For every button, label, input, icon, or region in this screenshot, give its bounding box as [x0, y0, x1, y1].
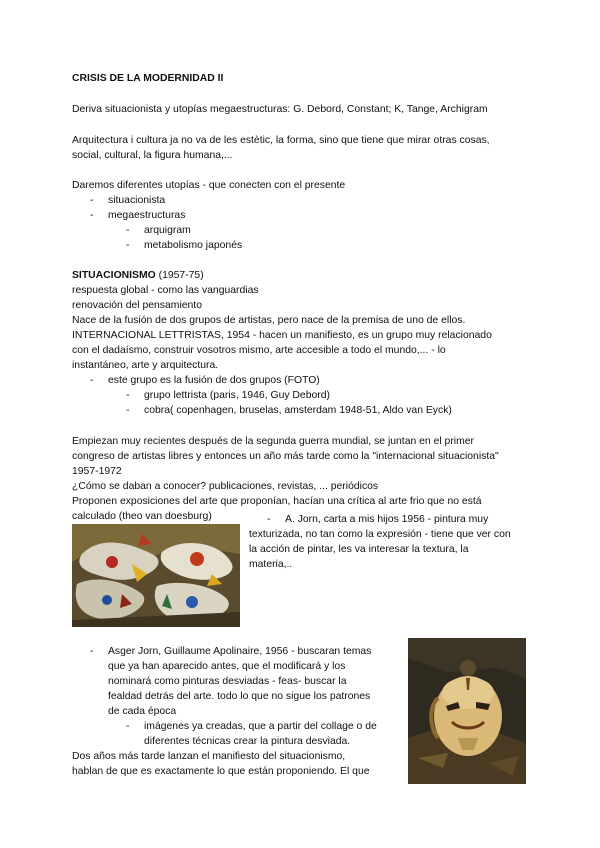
paragraph-1-line-1: Arquitectura i cultura ja no va de les estètic, la forma, sino que tiene que mirar otras cosas,	[72, 135, 490, 146]
paragraph-3-line: congreso de artistas libres y entonces un año más tarde como la "internacional situacionista"	[72, 451, 499, 462]
paragraph-3-line: Proponen exposiciones del arte que proponían, hacían una crítica al arte frio que no está	[72, 496, 482, 507]
painting-carta-a-mis-hijos	[72, 524, 240, 627]
list-dash: -	[90, 375, 94, 386]
jorn2-line: nominará como pinturas desviadas - feas- buscar la	[108, 676, 347, 687]
section-heading	[72, 268, 204, 283]
jorn2-line: que ya han aparecido antes, que el modificará y los	[108, 661, 346, 672]
painting-carta-a-mis-hijos-graphic	[72, 524, 240, 627]
list-item: megaestructuras	[108, 210, 186, 221]
painting-guillaume-apolinaire	[408, 638, 526, 784]
jorn1-line: A. Jorn, carta a mis hijos 1956 - pintura muy	[285, 514, 489, 525]
section-line: INTERNACIONAL LETTRISTAS, 1954 - hacen un manifiesto, es un grupo muy relacionado	[72, 330, 492, 341]
section-heading-years: (1957-75)	[155, 270, 204, 281]
paragraph-3-line: calculado (theo van doesburg)	[72, 511, 212, 522]
sublist-item: metabolismo japonés	[144, 240, 243, 251]
sublist-dash: -	[126, 721, 130, 732]
sublist-item: cobra( copenhagen, bruselas, amsterdam 1948-51, Aldo van Eyck)	[144, 405, 452, 416]
sublist-item: arquigram	[144, 225, 191, 236]
list-dash: -	[90, 646, 94, 657]
section-heading-title: SITUACIONISMO	[72, 270, 156, 281]
section-line: con el dadaísmo, construir vosotros mismo, arte accesible a todo el mundo,... - lo	[72, 345, 446, 356]
sublist-item: grupo lettrista (paris, 1946, Guy Debord)	[144, 390, 330, 401]
jorn1-line: materia,..	[249, 559, 293, 570]
paragraph-4-line: hablan de que es exactamente lo que están proponiendo. El que	[72, 766, 370, 777]
section-line: renovación del pensamiento	[72, 300, 202, 311]
section-line: respuesta global - como las vanguardias	[72, 285, 259, 296]
paragraph-3-line: 1957-1972	[72, 466, 122, 477]
paragraph-3-line: ¿Cómo se daban a conocer? publicaciones, revistas, ... periódicos	[72, 481, 379, 492]
sublist-dash: -	[126, 225, 130, 236]
paragraph-3-line: Empiezan muy recientes después de la segunda guerra mundial, se juntan en el primer	[72, 436, 475, 447]
jorn2-line: de cada época	[108, 706, 177, 717]
painting-guillaume-apolinaire-graphic	[408, 638, 526, 784]
jorn2-sub-line: diferentes técnicas crear la pintura desviada.	[144, 736, 351, 747]
document-title: CRISIS DE LA MODERNIDAD II	[72, 73, 224, 84]
sublist-dash: -	[126, 405, 130, 416]
sublist-dash: -	[126, 240, 130, 251]
list-item: este grupo es la fusión de dos grupos (FOTO)	[108, 375, 320, 386]
jorn1-line: la acción de pintar, les va interesar la textura, la	[249, 544, 469, 555]
jorn2-sub-line: imágenes ya creadas, que a partir del collage o de	[144, 721, 377, 732]
section-line: instantáneo, arte y arquitectura.	[72, 360, 219, 371]
jorn1-line: texturizada, no tan como la expresión - tiene que ver con	[249, 529, 511, 540]
paragraph-4-line: Dos años más tarde lanzan el manifiesto del situacionismo,	[72, 751, 346, 762]
paragraph-1-line-2: social, cultural, la figura humana,...	[72, 150, 233, 161]
list-dash: -	[90, 195, 94, 206]
list-item: situacionista	[108, 195, 166, 206]
sublist-dash: -	[126, 390, 130, 401]
list-dash: -	[90, 210, 94, 221]
subtitle: Deriva situacionista y utopías megaestructuras: G. Debord, Constant; K, Tange, Archigram	[72, 104, 488, 115]
jorn2-line: Asger Jorn, Guillaume Apolinaire, 1956 - buscaran temas	[108, 646, 372, 657]
list-dash: -	[267, 514, 271, 525]
paragraph-2: Daremos diferentes utopías - que conecten con el presente	[72, 180, 346, 191]
section-line: Nace de la fusión de dos grupos de artistas, pero nace de la premisa de uno de ellos.	[72, 315, 466, 326]
jorn2-line: fealdad detrás del arte. todo lo que no sigue los patrones	[108, 691, 371, 702]
